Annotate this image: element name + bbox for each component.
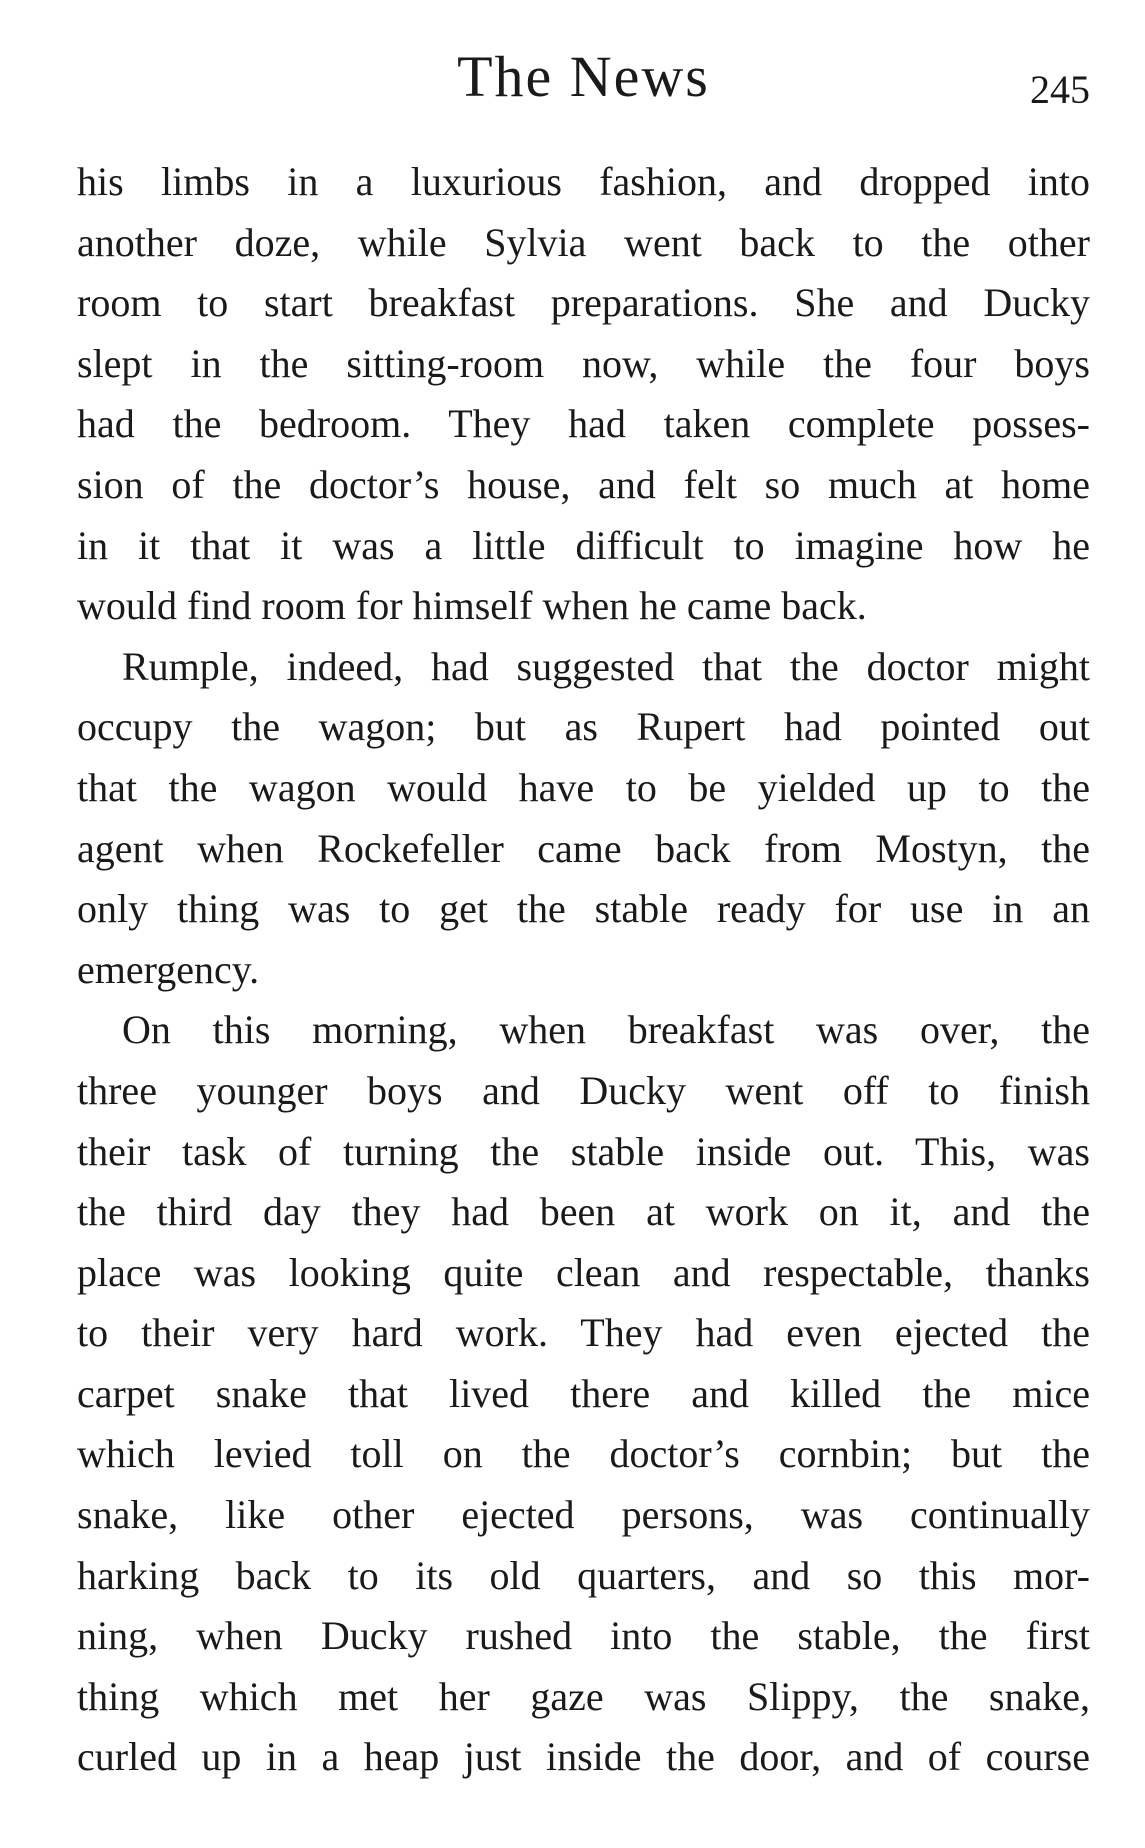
paragraph — [77, 152, 1090, 637]
paragraph — [77, 637, 1090, 1001]
text-line: agent when Rockefeller came back from Mostyn, the — [77, 825, 1090, 871]
text-line: had the bedroom. They had taken complete posses- — [77, 401, 1090, 447]
text-line: which levied toll on the doctor’s cornbin; but the — [77, 1431, 1090, 1477]
text-line: place was looking quite clean and respectable, thanks — [77, 1249, 1090, 1295]
text-line: thing which met her gaze was Slippy, the snake, — [77, 1673, 1090, 1719]
running-head — [77, 40, 1090, 120]
text-line: in it that it was a little difficult to imagine how he — [77, 522, 1090, 568]
text-line: carpet snake that lived there and killed the mice — [77, 1370, 1090, 1416]
text-line: their task of turning the stable inside out. This, was — [77, 1128, 1090, 1174]
text-line: only thing was to get the stable ready for use in an — [77, 886, 1090, 932]
text-line: harking back to its old quarters, and so this mor- — [77, 1552, 1090, 1598]
text-line: the third day they had been at work on it, and the — [77, 1189, 1090, 1235]
text-line: to their very hard work. They had even ejected the — [77, 1310, 1090, 1356]
text-line: occupy the wagon; but as Rupert had pointed out — [77, 704, 1090, 750]
text-line: would find room for himself when he came back. — [77, 583, 867, 629]
paragraph — [77, 1000, 1090, 1788]
text-line: ning, when Ducky rushed into the stable, the first — [77, 1613, 1090, 1659]
text-line: On this morning, when breakfast was over, the — [122, 1007, 1090, 1053]
text-line: sion of the doctor’s house, and felt so much at home — [77, 461, 1090, 507]
body-text — [77, 152, 1090, 1788]
text-line: snake, like other ejected persons, was continually — [77, 1492, 1090, 1538]
running-title: The News — [457, 44, 710, 109]
text-line: room to start breakfast preparations. She and Ducky — [77, 280, 1090, 326]
text-line: emergency. — [77, 946, 260, 992]
text-line: curled up in a heap just inside the door, and of course — [77, 1734, 1090, 1780]
text-line: another doze, while Sylvia went back to the other — [77, 219, 1090, 265]
page-number: 245 — [1030, 67, 1090, 112]
text-line: Rumple, indeed, had suggested that the doctor might — [122, 643, 1090, 689]
text-line: that the wagon would have to be yielded up to the — [77, 764, 1090, 810]
text-line: three younger boys and Ducky went off to finish — [77, 1067, 1090, 1113]
text-line: his limbs in a luxurious fashion, and dropped into — [77, 159, 1090, 204]
text-line: slept in the sitting-room now, while the four boys — [77, 340, 1090, 386]
